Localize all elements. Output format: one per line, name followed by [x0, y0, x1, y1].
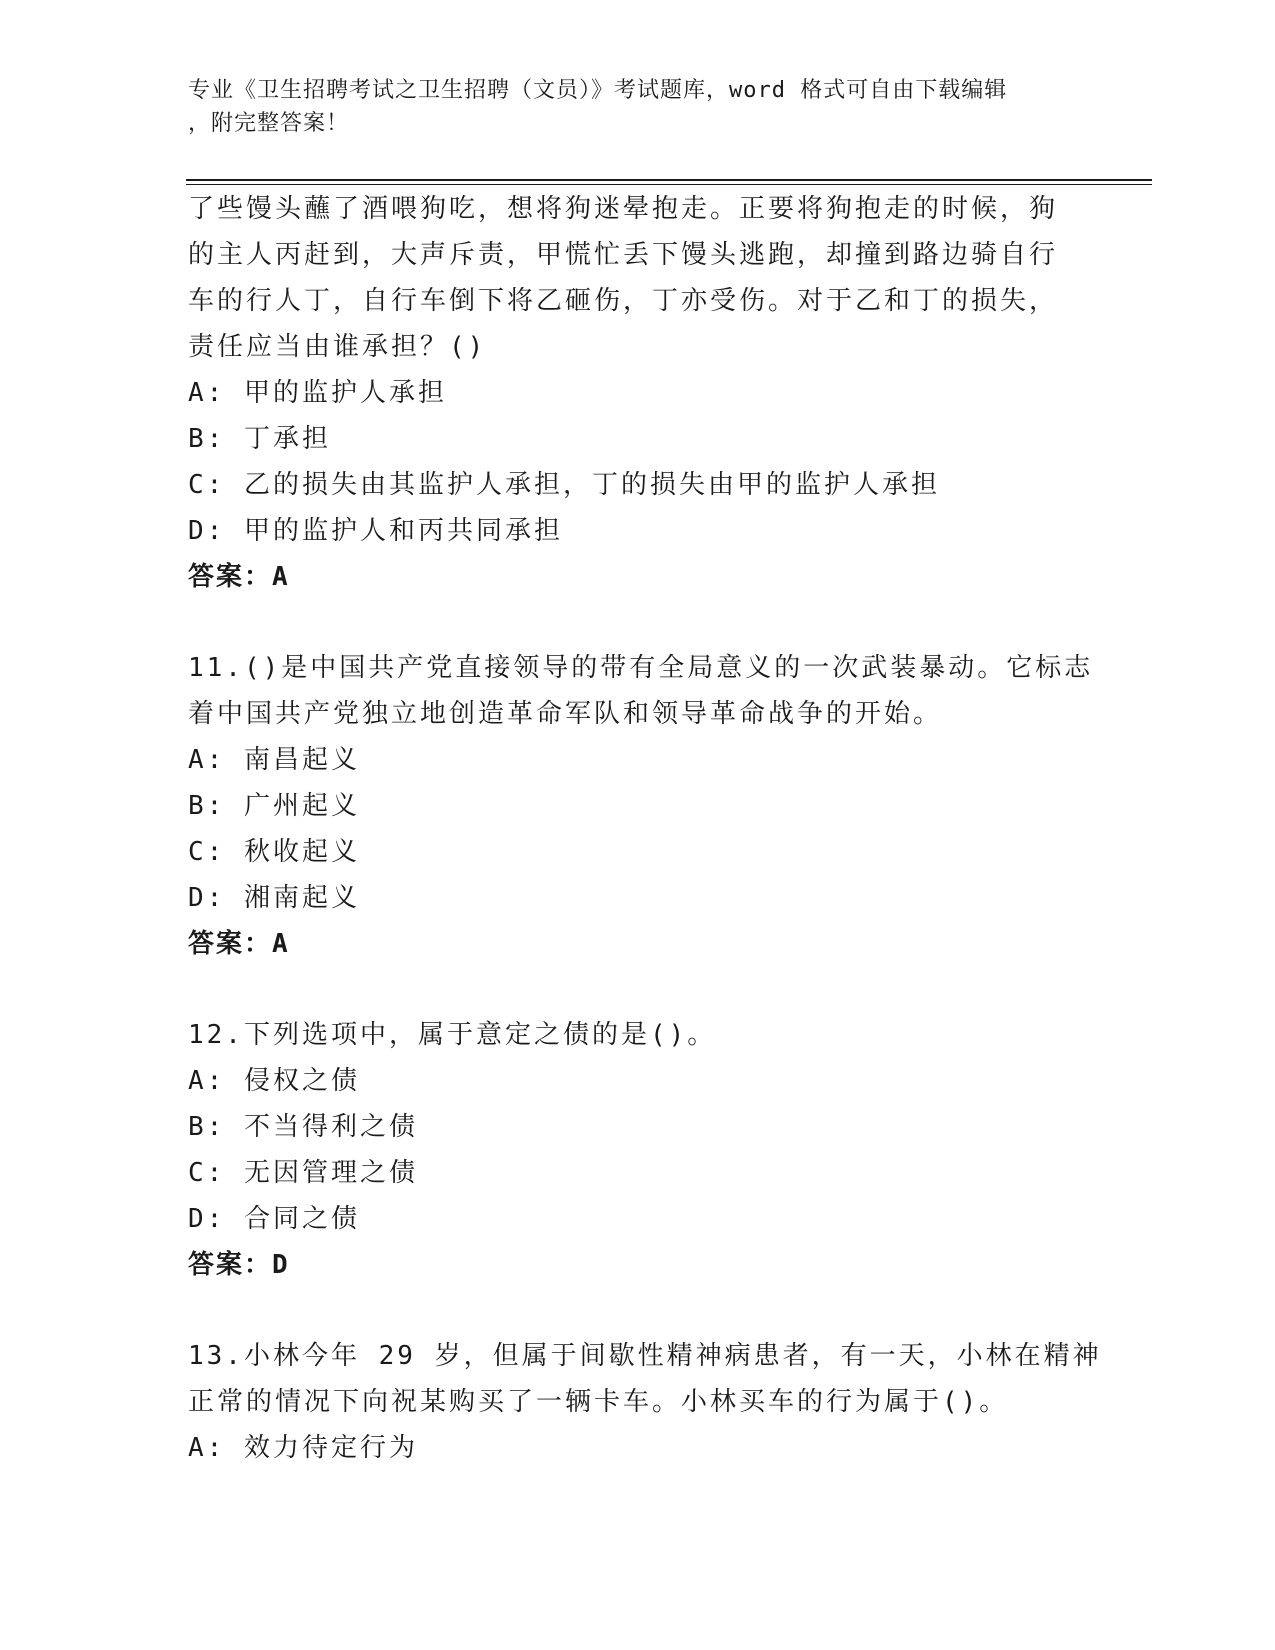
option-d: D: 甲的监护人和丙共同承担: [188, 516, 563, 546]
option-a: A: 南昌起义: [188, 745, 360, 775]
question-gap: [188, 600, 1068, 645]
question-content: [188, 186, 1102, 1471]
question-text-line: 责任应当由谁承担？(): [188, 332, 487, 362]
option-c: C: 无因管理之债: [188, 1158, 418, 1188]
question-gap: [188, 1288, 1068, 1333]
answer: 答案：A: [188, 929, 290, 959]
option-d: D: 湘南起义: [188, 883, 360, 913]
option-b: B: 不当得利之债: [188, 1112, 418, 1142]
header-rule-thick: [186, 179, 1152, 181]
question-10: [188, 186, 1068, 600]
question-text-line: 着中国共产党独立地创造革命军队和领导革命战争的开始。: [188, 699, 943, 729]
header-line-1: 专业《卫生招聘考试之卫生招聘（文员）》考试题库，word 格式可自由下载编辑: [188, 78, 1008, 103]
option-a: A: 侵权之债: [188, 1066, 360, 1096]
question-gap: [188, 967, 1068, 1012]
question-11: [188, 645, 1094, 967]
question-text-line: 13.小林今年 29 岁，但属于间歇性精神病患者，有一天，小林在精神: [188, 1341, 1102, 1371]
question-13: [188, 1333, 1102, 1471]
option-b: B: 广州起义: [188, 791, 360, 821]
question-text-line: 11.()是中国共产党直接领导的带有全局意义的一次武装暴动。它标志: [188, 653, 1094, 683]
answer: 答案：A: [188, 562, 290, 592]
option-a: A: 甲的监护人承担: [188, 378, 447, 408]
option-b: B: 丁承担: [188, 424, 331, 454]
header-line-2: ，附完整答案！: [188, 111, 350, 136]
page-header: [188, 74, 1068, 140]
question-text-line: 正常的情况下向祝某购买了一辆卡车。小林买车的行为属于()。: [188, 1387, 1009, 1417]
question-text-line: 的主人丙赶到，大声斥责，甲慌忙丢下馒头逃跑，却撞到路边骑自行: [188, 240, 1059, 270]
header-rule-thin: [186, 184, 1152, 185]
question-text-line: 车的行人丁，自行车倒下将乙砸伤，丁亦受伤。对于乙和丁的损失，: [188, 286, 1059, 316]
option-c: C: 秋收起义: [188, 837, 360, 867]
option-c: C: 乙的损失由其监护人承担，丁的损失由甲的监护人承担: [188, 470, 940, 500]
answer: 答案：D: [188, 1250, 290, 1280]
question-12: [188, 1012, 1068, 1288]
question-text-line: 12.下列选项中，属于意定之债的是()。: [188, 1020, 717, 1050]
option-a: A: 效力待定行为: [188, 1433, 418, 1463]
option-d: D: 合同之债: [188, 1204, 360, 1234]
question-text-line: 了些馒头蘸了酒喂狗吃，想将狗迷晕抱走。正要将狗抱走的时候，狗: [188, 194, 1059, 224]
